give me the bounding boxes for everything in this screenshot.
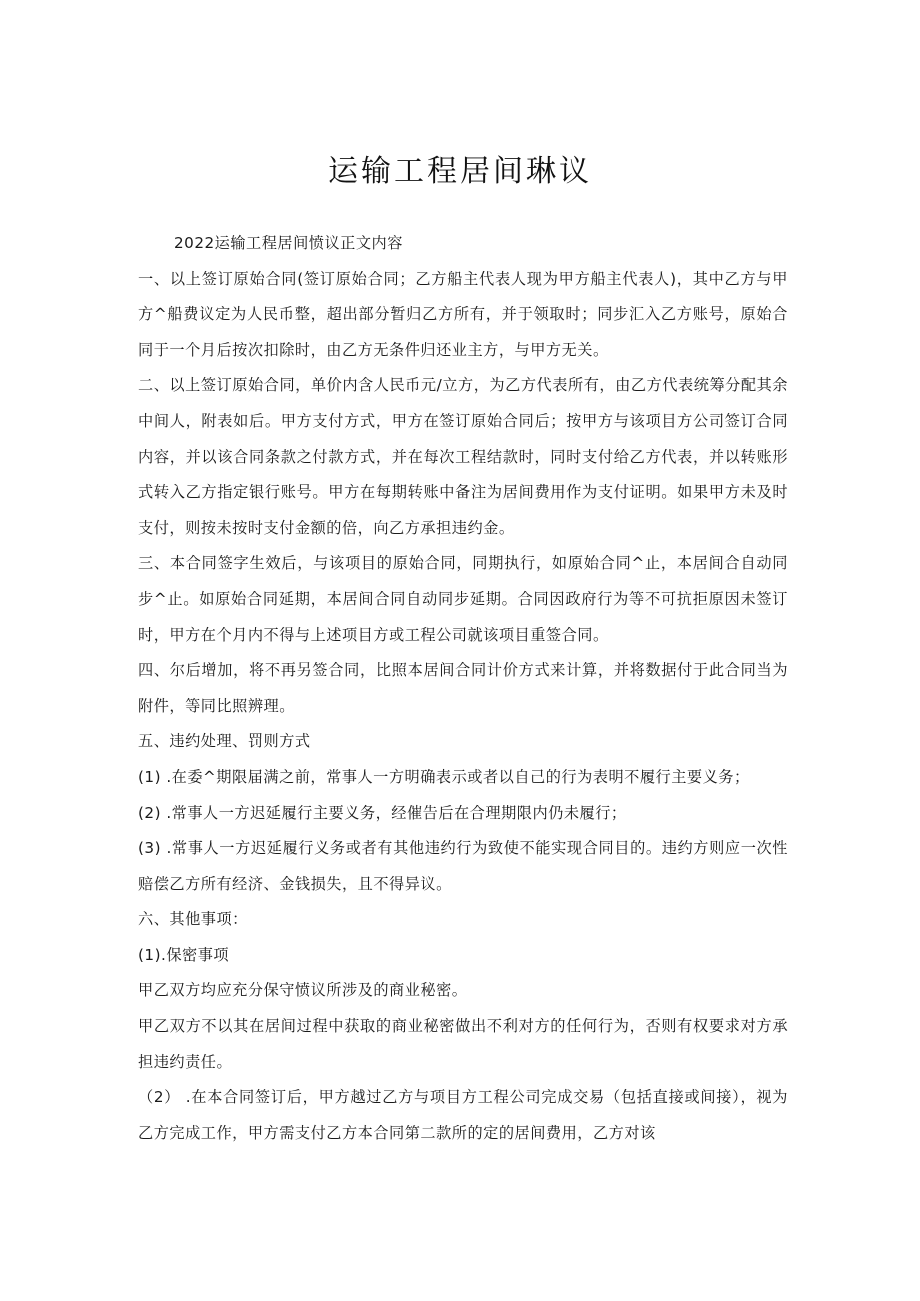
breach-item-2: (2) .常事人一方迟延履行主要义务，经催告后在合理期限内仍未履行； — [138, 803, 627, 822]
breach-item-1: (1) .在委^期限届满之前，常事人一方明确表示或者以自己的行为表明不履行主要义务； — [138, 767, 750, 786]
section-heading-other: 六、其他事项： — [138, 910, 248, 929]
confidentiality-paragraph-1: 甲乙双方均应充分保守愤议所涉及的商业秘密。 — [138, 981, 468, 1000]
document-subtitle: 2022运输工程居间愤议正文内容 — [174, 234, 403, 252]
confidentiality-paragraph-2: 甲乙双方不以其在居间过程中获取的商业秘密做出不利对方的任何行为，否则有权要求对方承担违约责任。 — [138, 1017, 788, 1071]
other-item-2: （2） .在本合同签订后，甲方越过乙方与项目方工程公司完成交易（包括直接或间接），视为乙方完成工作，甲方需支付乙方本合同第二款所的定的居间费用，乙方对该 — [138, 1088, 788, 1142]
section-heading-breach: 五、违约处理、罚则方式 — [138, 732, 311, 751]
paragraph-2: 二、以上签订原始合同，单价内含人民币元/立方，为乙方代表所有，由乙方代表统筹分配其余中间人，附表如后。甲方支付方式，甲方在签订原始合同后；按甲方与该项目方公司签订合同内容，并以该合同条款之付款方式，并在每次工程结款时，同时支付给乙方代表，并以转账形式转入乙方指定银行账号。甲方在每期转账中备注为居间费用作为支付证明。如果甲方未及时支付，则按未按时支付金额的倍，向乙方承担违约金。 — [138, 376, 788, 537]
paragraph-3: 三、本合同签字生效后，与该项目的原始合同，同期执行，如原始合同^止，本居间合自动同步^止。如原始合同延期，本居间合同自动同步延期。合同因政府行为等不可抗拒原因未签订时，甲方在个月内不得与上述项目方或工程公司就该项目重签合同。 — [138, 554, 788, 644]
paragraph-1: 一、以上签订原始合同(签订原始合同；乙方船主代表人现为甲方船主代表人)，其中乙方与甲方^船费议定为人民币整，超出部分暂归乙方所有，并于领取时；同步汇入乙方账号，原始合同于一个月后按次扣除时，由乙方无条件归还业主方，与甲方无关。 — [138, 269, 788, 359]
other-item-1-heading: (1).保密事项 — [138, 945, 230, 964]
document-body — [138, 226, 788, 1151]
document-title: 运输工程居间琳议 — [328, 154, 592, 189]
breach-item-3: (3) .常事人一方迟延履行义务或者有其他违约行为致使不能实现合同目的。违约方则应一次性赔偿乙方所有经济、金钱损失，且不得异议。 — [138, 839, 788, 893]
paragraph-4: 四、尔后增加，将不再另签合同，比照本居间合同计价方式来计算，并将数据付于此合同当为附件，等同比照辨理。 — [138, 661, 788, 715]
